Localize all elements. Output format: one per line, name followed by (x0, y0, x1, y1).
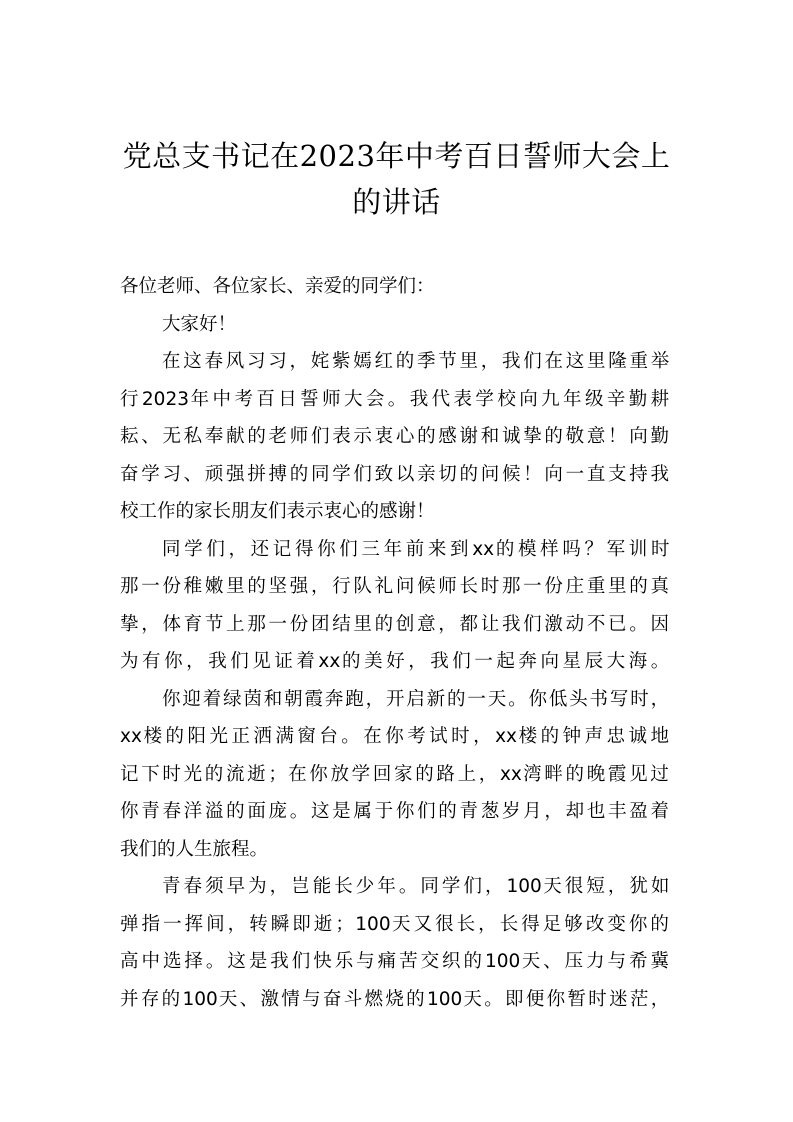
paragraph-line: xx 楼 的 阳 光 正 洒 满 窗 台 。 在 你 考 试 时 ， xx 楼 的 钟 声 忠 诚 地 (120, 726, 669, 747)
title-line-2: 的讲话 (352, 185, 441, 219)
paragraph-line: 奋 学 习 、 顽 强 拼 搏 的 同 学 们 致 以 亲 切 的 问 候 ！ 向 一 直 支 持 我 (120, 463, 669, 485)
paragraph-line: 并 存 的 100 天 、 激 情 与 奋 斗 燃 烧 的 100 天 。 即 便 你 暂 时 迷 茫 ， (120, 988, 670, 1010)
paragraph-line: 校工作的家长朋友们表示衷心的感谢！ (120, 501, 435, 522)
paragraph-line: 弹 指 一 挥 间 ， 转 瞬 即 逝 ； 100 天 又 很 长 ， 长 得 足 够 改 变 你 的 (120, 913, 669, 935)
paragraph-2 (120, 531, 672, 681)
paragraph-line: 高 中 选 择 。 这 是 我 们 快 乐 与 痛 苦 交 织 的 100 天 、 压 力 与 希 冀 (120, 951, 670, 972)
paragraph-line: 你 青 春 洋 溢 的 面 庞 。 这 是 属 于 你 们 的 青 葱 岁 月 ， 却 也 丰 盈 着 (120, 801, 669, 822)
paragraph-line: 我们的人生旅程。 (120, 838, 269, 860)
paragraph-line: 挚 ， 体 育 节 上 那 一 份 团 结 里 的 创 意 ， 都 让 我 们 激 动 不 已 。 因 (120, 613, 669, 635)
paragraph-line: 耘 、 无 私 奉 献 的 老 师 们 表 示 衷 心 的 感 谢 和 诚 挚 的 敬 意 ！ 向 勤 (120, 426, 669, 447)
paragraph-line: 为 有 你 ， 我 们 见 证 着 xx 的 美 好 ， 我 们 一 起 奔 向 星 辰 大 海 。 (120, 651, 670, 672)
greeting: 大家好！ (162, 313, 237, 335)
paragraph-line: 记 下 时 光 的 流 逝 ； 在 你 放 学 回 家 的 路 上 ， xx 湾 畔 的 晚 霞 见 过 (120, 763, 669, 785)
paragraph-3 (120, 681, 672, 869)
paragraph-line: 青 春 须 早 为 ， 岂 能 长 少 年 。 同 学 们 ， 100 天 很 短 ， 犹 如 (162, 876, 670, 897)
paragraph-line: 在 这 春 风 习 习 ， 姹 紫 嫣 红 的 季 节 里 ， 我 们 在 这 里 隆 重 举 (162, 351, 670, 372)
paragraph-line: 行 2023 年 中 考 百 日 誓 师 大 会 。 我 代 表 学 校 向 九 年 级 辛 勤 耕 (120, 388, 670, 410)
paragraph-line: 你 迎 着 绿 茵 和 朝 霞 奔 跑 ， 开 启 新 的 一 天 。 你 低 头 书 写 时 ， (162, 688, 670, 710)
paragraph-1 (120, 343, 672, 531)
document-title (100, 133, 693, 225)
salutation: 各位老师、各位家长、亲爱的同学们： (120, 276, 435, 297)
title-line-1: 党总支书记在2023年中考百日誓师大会上 (122, 139, 671, 173)
paragraph-4 (120, 868, 672, 1018)
paragraph-line: 那 一 份 稚 嫩 里 的 坚 强 ， 行 队 礼 问 候 师 长 时 那 一 份 庄 重 里 的 真 (120, 576, 669, 597)
document-body (120, 268, 672, 1018)
paragraph-line: 同 学 们 ， 还 记 得 你 们 三 年 前 来 到 xx 的 模 样 吗 ？ 军 训 时 (162, 538, 670, 560)
